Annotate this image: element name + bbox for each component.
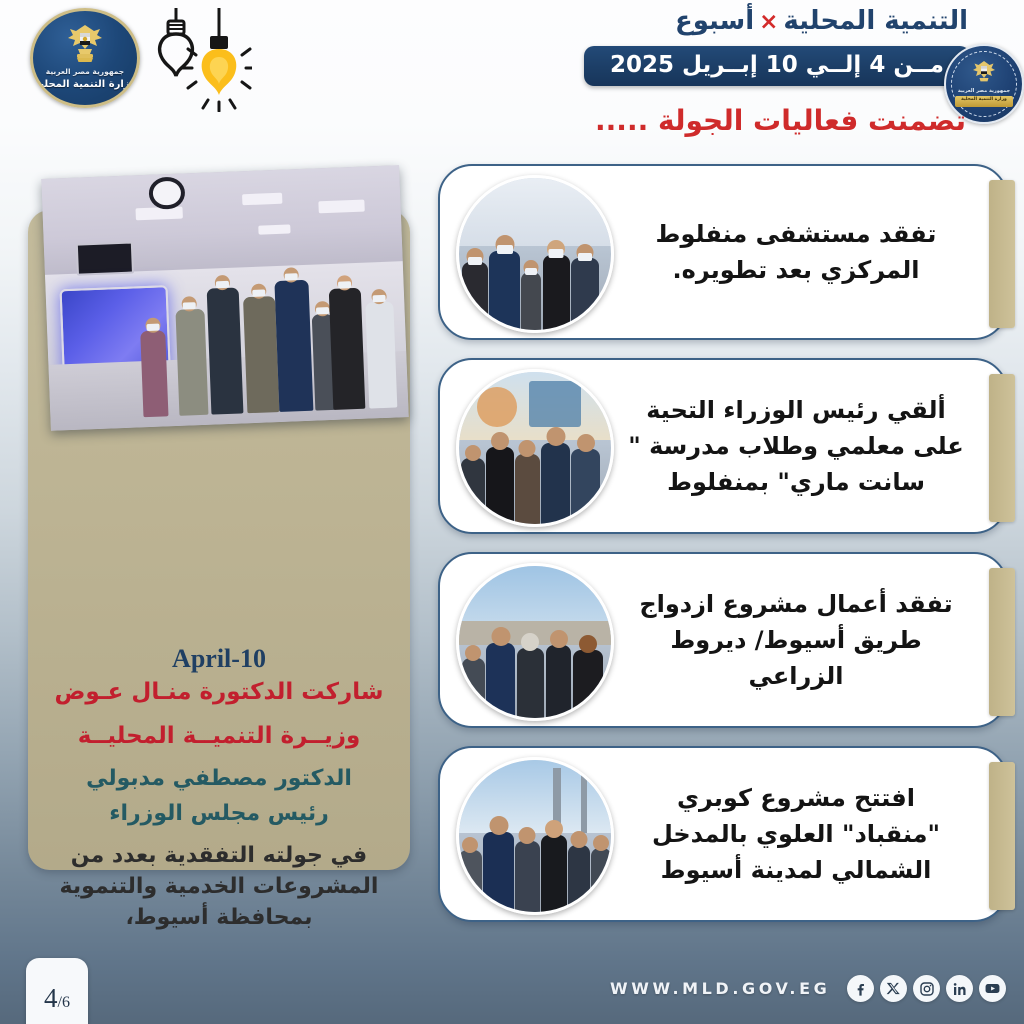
date-banner: مــن 4 إلــي 10 إبــريل 2025: [584, 46, 970, 86]
hero-line-3: الدكتور مصطفي مدبولي: [86, 766, 352, 792]
card-text: تفقد مستشفى منفلوط المركزي بعد تطويره.: [655, 220, 937, 284]
instagram-icon[interactable]: [913, 975, 940, 1002]
card-photo: [456, 175, 614, 333]
card-accent-bar: [989, 374, 1015, 522]
hero-line-2: وزيــرة التنميــة المحليــة: [77, 722, 361, 749]
page-current: 4: [44, 982, 58, 1013]
hero-photo: [41, 165, 408, 431]
hero-line-5: في جولته التفقدية بعدد من: [70, 842, 368, 868]
brand-title-sub: أسبوع: [674, 6, 755, 36]
brand-title-separator: ×: [759, 9, 779, 35]
card-text: ألقي رئيس الوزراء التحية على معلمي وطلاب مدرسة " سانت ماري" بمنفلوط: [628, 396, 964, 496]
youtube-icon[interactable]: [979, 975, 1006, 1002]
card-photo: [456, 563, 614, 721]
website-url[interactable]: WWW.MLD.GOV.EG: [610, 979, 831, 998]
light-bulbs-decoration: [148, 8, 252, 112]
card-photo: [456, 757, 614, 915]
hero-line-7: بمحافظة أسيوط،: [125, 905, 313, 931]
linkedin-icon[interactable]: [946, 975, 973, 1002]
light-bulb-off-icon: [160, 8, 193, 76]
card-accent-bar: [989, 180, 1015, 328]
ministry-logo-line1: جمهورية مصر العربية: [45, 67, 125, 76]
page-indicator: [26, 958, 88, 1024]
page-indicator-text: [44, 983, 70, 1014]
brand-title: [675, 6, 968, 36]
ministry-logo: [22, 6, 150, 110]
page-total: 6: [61, 993, 70, 1011]
card-text: افتتح مشروع كوبري "منقباد" العلوي بالمدخل الشمالي لمدينة أسيوط: [651, 784, 941, 884]
seal-band-text: وزارة التنمية المحلية: [961, 97, 1007, 102]
egypt-eagle-emblem-icon: [64, 22, 106, 66]
card-text: تفقد أعمال مشروع ازدواج طريق أسيوط/ ديروط الزراعي: [639, 590, 953, 690]
hero-line-1: شاركت الدكتورة منـال عـوض: [54, 679, 384, 705]
hero-line-4: رئيس مجلس الوزراء: [109, 800, 329, 826]
page-separator: /: [57, 993, 62, 1011]
header: [0, 0, 1024, 150]
event-card[interactable]: [438, 164, 1008, 340]
event-card[interactable]: [438, 746, 1008, 922]
events-card-list: [438, 164, 1008, 940]
light-bulb-lit-icon: [182, 8, 252, 111]
card-photo: [456, 369, 614, 527]
hero-date-label: 10-April: [172, 644, 266, 673]
hero-body-text: [44, 676, 394, 933]
social-links: [847, 975, 1006, 1002]
seal-text: جمهورية مصر العربية: [957, 88, 1011, 94]
seal-eagle-icon: [971, 59, 998, 87]
event-card[interactable]: [438, 552, 1008, 728]
brand-title-main: التنمية المحلية: [783, 6, 968, 36]
card-accent-bar: [989, 762, 1015, 910]
facebook-icon[interactable]: [847, 975, 874, 1002]
ministry-logo-circle: [30, 8, 140, 108]
footer: [0, 952, 1024, 1024]
x-twitter-icon[interactable]: [880, 975, 907, 1002]
hero-line-6: المشروعات الخدمية والتنموية: [59, 874, 379, 900]
ministry-logo-line2: وزارة التنمية المحلية: [34, 79, 136, 90]
event-card[interactable]: [438, 358, 1008, 534]
section-heading: تضمنت فعاليات الجولة .....: [595, 104, 966, 137]
card-accent-bar: [989, 568, 1015, 716]
